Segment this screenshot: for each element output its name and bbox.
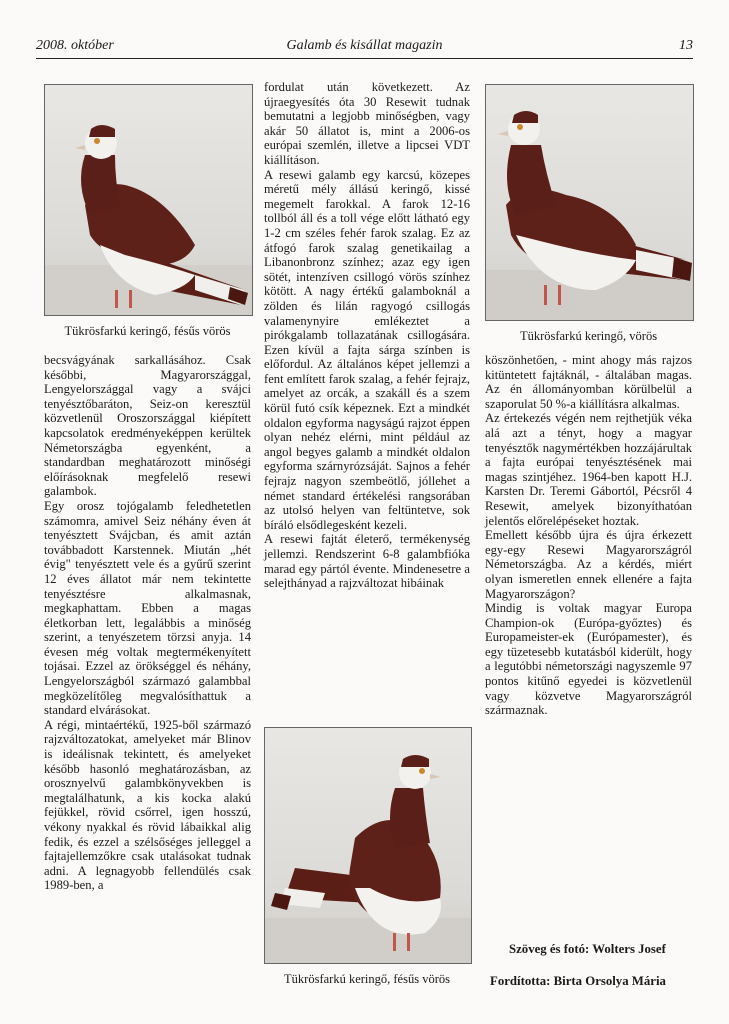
- paragraph: köszönhetően, - mint ahogy más rajzos kitüntetett fajtáknál, - általában magas. Az én állományomban körülbelül a szaporulat 50 %-a kiállításra alkalmas.: [485, 353, 692, 411]
- photo-caption-1: Tükrösfarkú keringő, fésűs vörös: [64, 324, 231, 338]
- article-column-3: [485, 353, 692, 718]
- magazine-title: Galamb és kisállat magazin: [286, 38, 443, 53]
- photo-caption-3: Tükrösfarkú keringő, fésűs vörös: [284, 972, 450, 986]
- issue-date: 2008. október: [36, 38, 114, 53]
- paragraph: A resewi galamb egy karcsú, közepes méretű mély állású keringő, kissé megemelt farokkal. A farok 12-16 tollból áll és a toll vége előtt látható egy 1-2 cm széles fehér farok szalag. Ez az átfogó farok szalag genetikailag a Libanonbronz színhez; azaz egy igen sötét, intenzíven csillogó vörös színhez kötött. A nagy értékű galamboknál a zölden és lilán ragyogó csillogás valamenynyire emlékeztet a pirókgalamb tollazatának csillogására. Ezen kívül a fajta sárga színben is előfordul. Az általános képet jellemzi a fent említett farok szalag, a fehér fejrajz, amelyet az orcák, a szakáll és a szem körül futó csík képeznek. Ezt a mindkét oldalon egyforma nagyságú rajzot éppen olyan nehéz elérni, mint például az angol begyes galamb a mindkét oldalon egyforma szárnyrózsáját. Sajnos a fehér fejrajz nagyon szembeötlő, jóllehet a német standard értékelési rangsorában az utolsó helyen van feltüntetve, sok bíráló elsődlegesként kezeli.: [264, 167, 470, 532]
- running-header: [36, 38, 693, 59]
- page-number: 13: [679, 38, 693, 53]
- pigeon-illustration-1: [45, 85, 252, 315]
- paragraph: Emellett később újra és újra érkezett egy-egy Resewi Magyarországról Németországba. Az a kérdés, miért olyan ismeretlen ennek ellenére a fajta Magyarországon?: [485, 528, 692, 601]
- translator-credit: Fordította: Birta Orsolya Mária: [490, 974, 666, 988]
- author-credit: Szöveg és fotó: Wolters Josef: [509, 942, 666, 956]
- article-column-2: [264, 80, 470, 591]
- paragraph: A régi, mintaértékű, 1925-ből származó rajzváltozatokat, amelyeket már Blinov is ideálisnak tekintett, és amelyeket később hasonló meghatározásban, az orosznyelvű galambkönyvekben is megtalálhatunk, a kis kocka alakú fejükkel, rövid csőrrel, igen hosszú, vékony nyakkal és rövid lábaikkal alig fedik, és ezzel a szélsőséges jelleggel a fajtajellemzőkre csak utalásokat tudnak adni. A legnagyobb fellendülés csak 1989-ben, a: [44, 717, 251, 893]
- pigeon-illustration-2: [486, 85, 693, 320]
- pigeon-illustration-3: [265, 728, 471, 963]
- paragraph: A resewi fajtát életerő, termékenység jellemzi. Rendszerint 6-8 galambfióka marad egy pártól évente. Mindenesetre a selejthányad a rajzváltozat hibáinak: [264, 532, 470, 591]
- pigeon-photo-3: [264, 727, 472, 964]
- paragraph: Az értekezés végén nem rejthetjük véka alá azt a tényt, hogy a magyar tenyésztők nagymértékben hozzájárultak a fajta európai tenyésztésének mai magas szintjéhez. 1964-ben kapott H.J. Karsten Dr. Teremi Gábortól, Pécsről 4 Resewit, amelyek bizonyíthatóan jelentős előrelépéseket hoztak.: [485, 411, 692, 528]
- paragraph: becsvágyának sarkallásához. Csak későbbi, Magyarországgal, Lengyelországgal vagy a svájci tenyésztőbaráton, Seiz-on keresztül közvetlenül Oroszországgal kiépített kapcsolatok eredményeképpen kerültek Németországba egyenként, a standardban meghatározott minőségi előírásoknak megfelelő resewi galambok.: [44, 353, 251, 499]
- paragraph: Egy orosz tojógalamb feledhetetlen számomra, amivel Seiz néhány éven át tenyésztett Svájcban, és amit aztán továbbadott Karstennek. Miután „hét évig" tenyésztett vele és a gyűrű szerint 12 éves állatot már nem tekintette tenyésztésre alkalmasnak, megkaphattam. Ebben a magas életkorban lett, legalábbis a minőség szerint, a tenyészetem törzsi anyja. 14 évesen még voltak megtermékenyített tojásai. Ezzel az örökséggel és néhány, Lengyelországból származó galambbal megközelítőleg megvalósíthattuk a standard elvárásokat.: [44, 498, 251, 718]
- article-column-1: [44, 353, 251, 893]
- pigeon-photo-2: [485, 84, 694, 321]
- photo-caption-2: Tükrösfarkú keringő, vörös: [519, 329, 658, 343]
- pigeon-photo-1: [44, 84, 253, 316]
- paragraph: fordulat után következett. Az újraegyesítés óta 30 Resewit tudnak bemutatni a legjobb minőségben, vagy akár 50 állatot is, mint a 2006-os európai szemlén, illetve a lipcsei VDT kiállításon.: [264, 80, 470, 167]
- paragraph: Mindig is voltak magyar Europa Champion-ok (Európa-győztes) és Europameister-ek (Európamester), és egy tüzetesebb kutatásból kiderült, hogy a legutóbbi németországi nagyszemle 97 pontos kitűnő egyedei is közvetlenül vagy közvetve Magyarországról származnak.: [485, 601, 692, 718]
